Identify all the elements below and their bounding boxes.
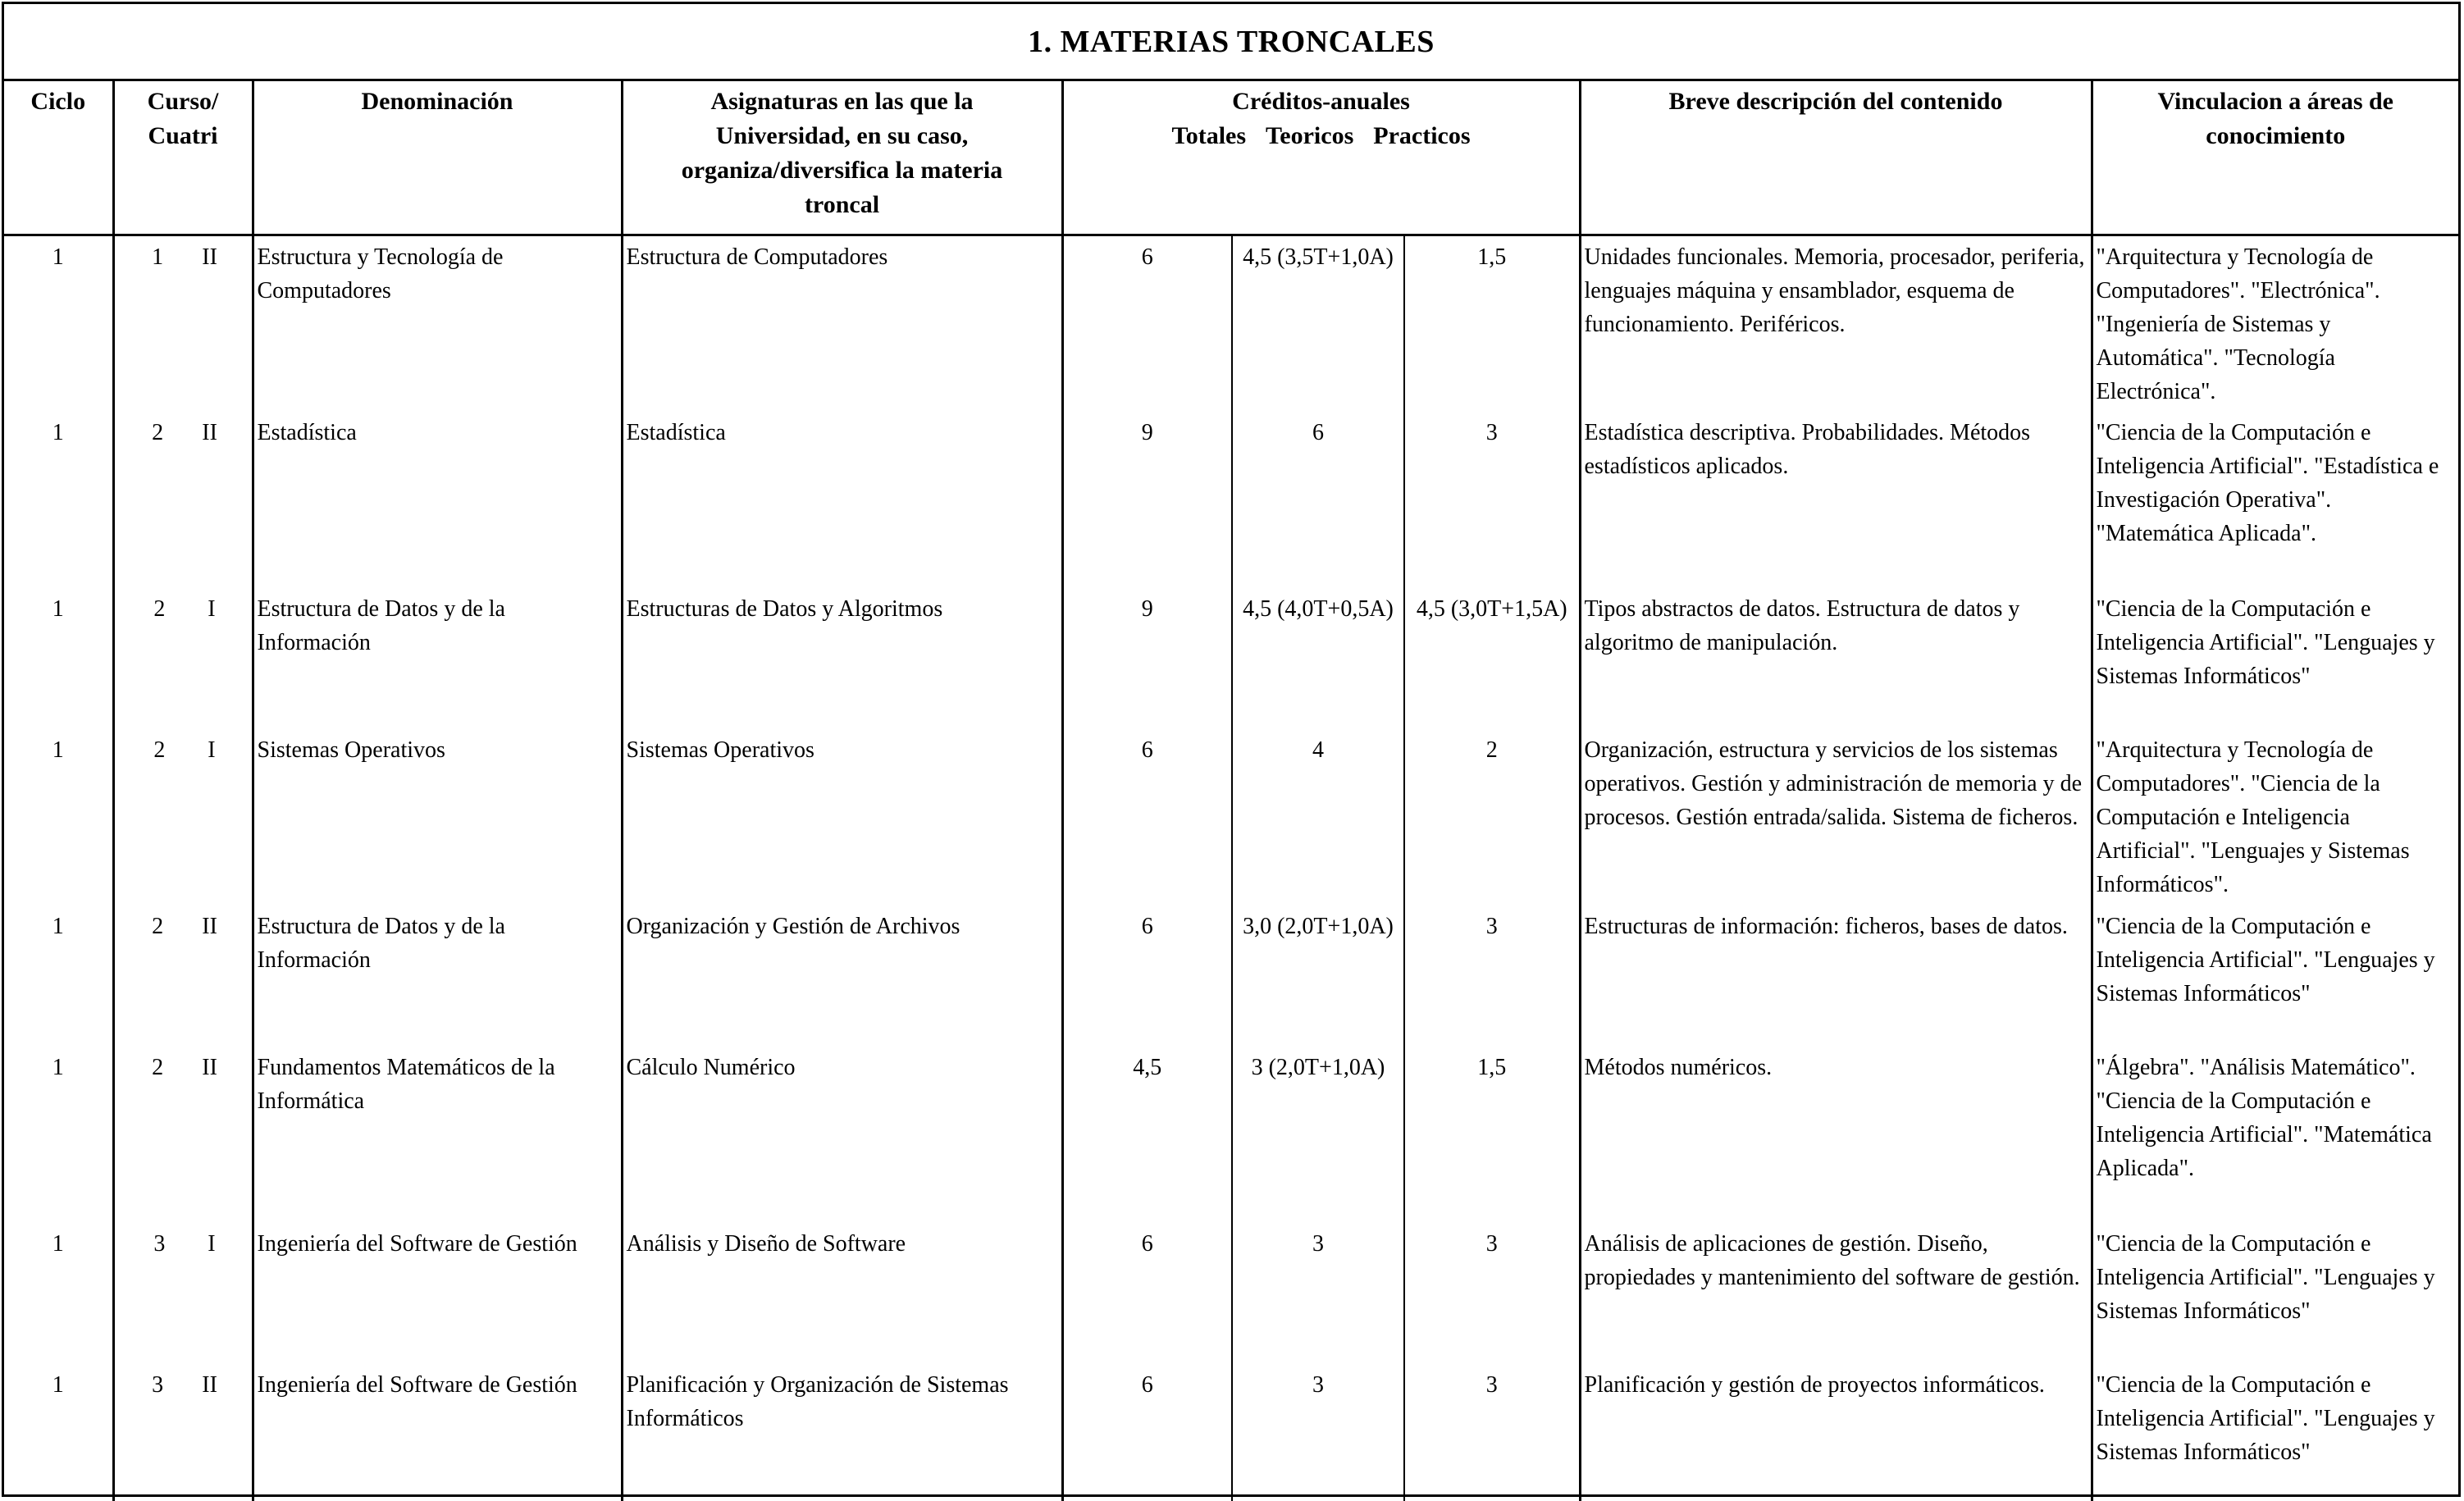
cell-cuatri: II [202, 244, 217, 270]
cell-vinculacion: "Ciencia de la Computación e Inteligencia Artificial". "Lenguajes y Sistemas Informáticos" [2092, 906, 2458, 1047]
cell-curso-cuatri [113, 1047, 253, 1223]
cell-vinculacion: "Arquitectura y Tecnología de Computadores". "Ciencia de la Computación e Inteligencia Artificial". "Lenguajes y Sistemas Informáticos". [2092, 729, 2458, 906]
cell-curso-cuatri [113, 906, 253, 1047]
cell-denominacion: Ingeniería del Software de Gestión [253, 1364, 622, 1501]
cell-curso: 2 [153, 737, 166, 763]
table-row [4, 1223, 2458, 1364]
table-row [4, 1047, 2458, 1223]
cell-cuatri: I [208, 1230, 216, 1257]
cell-asignatura: Análisis y Diseño de Software [622, 1223, 1062, 1364]
cell-curso: 2 [153, 595, 166, 622]
page-title: 1. MATERIAS TRONCALES [4, 4, 2458, 81]
cell-vinculacion: "Ciencia de la Computación e Inteligencia Artificial". "Lenguajes y Sistemas Informáticos" [2092, 1223, 2458, 1364]
cell-asignatura: Cálculo Numérico [622, 1047, 1062, 1223]
document-frame [2, 2, 2461, 1497]
cell-descripcion: Análisis de aplicaciones de gestión. Diseño, propiedades y mantenimiento del software de gestión. [1580, 1223, 2092, 1364]
header-practicos: Practicos [1373, 122, 1471, 149]
cell-practicos: 1,5 [1477, 1054, 1507, 1080]
table-row [4, 906, 2458, 1047]
cell-vinculacion: "Ciencia de la Computación e Inteligencia Artificial". "Estadística e Investigación Operativa". "Matemática Aplicada". [2092, 412, 2458, 588]
header-curso [113, 81, 253, 235]
cell-denominacion: Estructura de Datos y de la Información [253, 588, 622, 729]
cell-denominacion: Fundamentos Matemáticos de la Informática [253, 1047, 622, 1223]
cell-cuatri: I [208, 595, 216, 622]
cell-asignatura: Estructura de Computadores [622, 235, 1062, 412]
cell-vinculacion: "Arquitectura y Tecnología de Computadores". "Electrónica". "Ingeniería de Sistemas y Automática". "Tecnología Electrónica". [2092, 235, 2458, 412]
cell-curso-cuatri [113, 1223, 253, 1364]
cell-vinculacion: "Ciencia de la Computación e Inteligencia Artificial". "Lenguajes y Sistemas Informáticos" [2092, 588, 2458, 729]
cell-teoricos: 3 (2,0T+1,0A) [1232, 1047, 1404, 1223]
cell-curso-cuatri [113, 235, 253, 412]
cell-curso-cuatri [113, 1364, 253, 1501]
cell-curso: 2 [152, 1054, 164, 1080]
cell-ciclo: 1 [52, 595, 64, 622]
cell-asignatura: Estructuras de Datos y Algoritmos [622, 588, 1062, 729]
cell-ciclo: 1 [52, 244, 64, 270]
cell-ciclo: 1 [52, 1371, 64, 1398]
header-vinculacion: Vinculacion a áreas de conocimiento [2092, 81, 2458, 235]
materias-table [4, 81, 2458, 1501]
cell-descripcion: Métodos numéricos. [1580, 1047, 2092, 1223]
cell-curso: 2 [152, 419, 164, 445]
cell-teoricos: 4 [1232, 729, 1404, 906]
table-row [4, 588, 2458, 729]
cell-denominacion: Ingeniería del Software de Gestión [253, 1223, 622, 1364]
cell-cuatri: II [202, 1371, 217, 1398]
cell-practicos: 4,5 (3,0T+1,5A) [1416, 595, 1567, 622]
cell-asignatura: Sistemas Operativos [622, 729, 1062, 906]
table-row [4, 412, 2458, 588]
cell-descripcion: Estadística descriptiva. Probabilidades. Métodos estadísticos aplicados. [1580, 412, 2092, 588]
cell-vinculacion: "Álgebra". "Análisis Matemático". "Ciencia de la Computación e Inteligencia Artificial". "Matemática Aplicada". [2092, 1047, 2458, 1223]
cell-curso-cuatri [113, 412, 253, 588]
cell-teoricos: 6 [1232, 412, 1404, 588]
header-asignaturas: Asignaturas en las que la Universidad, en su caso, organiza/diversifica la materia troncal [622, 81, 1062, 235]
cell-curso: 1 [152, 244, 164, 270]
cell-curso: 2 [152, 913, 164, 939]
header-creditos [1062, 81, 1580, 235]
cell-practicos: 3 [1485, 1371, 1498, 1398]
cell-ciclo: 1 [52, 737, 64, 763]
header-row [4, 81, 2458, 235]
cell-curso-cuatri [113, 588, 253, 729]
cell-practicos: 1,5 [1477, 244, 1507, 270]
cell-teoricos: 4,5 (3,5T+1,0A) [1232, 235, 1404, 412]
cell-totales: 4,5 [1062, 1047, 1232, 1223]
cell-curso-cuatri [113, 729, 253, 906]
cell-ciclo: 1 [52, 913, 64, 939]
cell-descripcion: Estructuras de información: ficheros, bases de datos. [1580, 906, 2092, 1047]
cell-teoricos: 3 [1232, 1364, 1404, 1501]
header-creditos-label: Créditos-anuales [1232, 88, 1410, 115]
table-row [4, 1364, 2458, 1501]
header-ciclo: Ciclo [4, 81, 113, 235]
table-row [4, 729, 2458, 906]
header-totales: Totales [1171, 122, 1247, 149]
cell-denominacion: Estadística [253, 412, 622, 588]
cell-cuatri: II [202, 1054, 217, 1080]
cell-cuatri: I [208, 737, 216, 763]
cell-teoricos: 3,0 (2,0T+1,0A) [1232, 906, 1404, 1047]
cell-descripcion: Unidades funcionales. Memoria, procesador, periferia, lenguajes máquina y ensamblador, esquema de funcionamiento. Periféricos. [1580, 235, 2092, 412]
cell-practicos: 2 [1485, 737, 1498, 763]
cell-totales: 6 [1062, 235, 1232, 412]
header-curso-line1: Curso/ [147, 88, 219, 115]
cell-practicos: 3 [1485, 419, 1498, 445]
cell-ciclo: 1 [52, 1230, 64, 1257]
cell-teoricos: 3 [1232, 1223, 1404, 1364]
header-descripcion: Breve descripción del contenido [1580, 81, 2092, 235]
header-curso-line2: Cuatri [148, 122, 218, 149]
cell-denominacion: Sistemas Operativos [253, 729, 622, 906]
cell-cuatri: II [202, 419, 217, 445]
cell-asignatura: Estadística [622, 412, 1062, 588]
cell-denominacion: Estructura de Datos y de la Información [253, 906, 622, 1047]
cell-curso: 3 [153, 1230, 166, 1257]
cell-descripcion: Organización, estructura y servicios de los sistemas operativos. Gestión y administración de memoria y de procesos. Gestión entrada/salida. Sistema de ficheros. [1580, 729, 2092, 906]
cell-totales: 6 [1062, 906, 1232, 1047]
cell-curso: 3 [152, 1371, 164, 1398]
cell-totales: 6 [1062, 729, 1232, 906]
cell-cuatri: II [202, 913, 217, 939]
header-teoricos: Teoricos [1266, 122, 1354, 149]
cell-totales: 6 [1062, 1364, 1232, 1501]
cell-descripcion: Tipos abstractos de datos. Estructura de datos y algoritmo de manipulación. [1580, 588, 2092, 729]
cell-totales: 9 [1062, 588, 1232, 729]
cell-ciclo: 1 [52, 419, 64, 445]
cell-descripcion: Planificación y gestión de proyectos informáticos. [1580, 1364, 2092, 1501]
cell-totales: 9 [1062, 412, 1232, 588]
cell-teoricos: 4,5 (4,0T+0,5A) [1232, 588, 1404, 729]
table-row [4, 235, 2458, 412]
cell-vinculacion: "Ciencia de la Computación e Inteligencia Artificial". "Lenguajes y Sistemas Informáticos" [2092, 1364, 2458, 1501]
cell-ciclo: 1 [52, 1054, 64, 1080]
cell-asignatura: Planificación y Organización de Sistemas Informáticos [622, 1364, 1062, 1501]
table-body [4, 235, 2458, 1501]
cell-practicos: 3 [1485, 913, 1498, 939]
header-creditos-sub [1064, 119, 1579, 153]
cell-asignatura: Organización y Gestión de Archivos [622, 906, 1062, 1047]
cell-denominacion: Estructura y Tecnología de Computadores [253, 235, 622, 412]
header-denominacion: Denominación [253, 81, 622, 235]
cell-practicos: 3 [1485, 1230, 1498, 1257]
cell-totales: 6 [1062, 1223, 1232, 1364]
